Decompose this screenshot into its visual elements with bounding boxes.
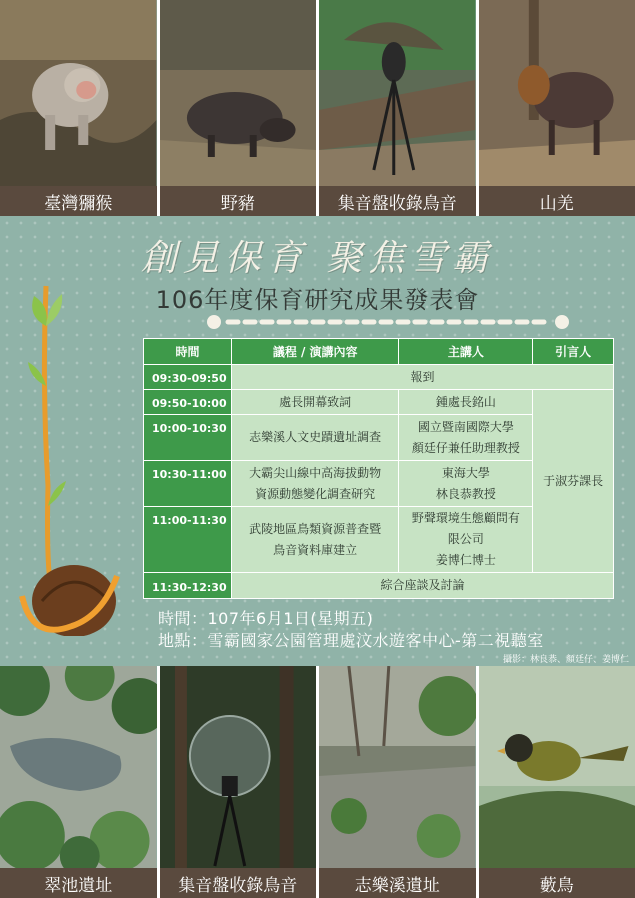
- photo-caption: 集音盤收錄鳥音: [160, 868, 320, 898]
- speaker-line: 林良恭教授: [435, 486, 496, 501]
- dotted-divider: [206, 312, 570, 332]
- wild-boar-photo: [160, 0, 320, 186]
- photo-caption: 山羌: [479, 186, 635, 216]
- content-cell: [231, 507, 399, 573]
- speaker-cell: 鍾處長銘山: [399, 390, 533, 415]
- speaker-cell: [399, 507, 533, 573]
- col-header-content: 議程 / 演講內容: [231, 339, 399, 365]
- time-cell: 10:00-10:30: [144, 415, 232, 461]
- table-row: [144, 573, 614, 599]
- sound-dish-forest-photo: [160, 666, 320, 868]
- sprout-seed-illustration: [12, 266, 147, 636]
- page-title: 106年度保育研究成果發表會: [155, 286, 480, 314]
- speaker-line: 限公司: [447, 532, 484, 546]
- time-cell: 09:50-10:00: [144, 390, 232, 415]
- top-photo-strip: [0, 0, 635, 186]
- event-info-panel: [0, 216, 635, 666]
- table-row: [144, 365, 614, 390]
- content-cell: 志樂溪人文史蹟遺址調查: [231, 415, 399, 461]
- photo-caption: 臺灣獼猴: [0, 186, 160, 216]
- event-place: 地點：雪霸國家公園管理處汶水遊客中心-第二視聽室: [158, 631, 544, 650]
- content-line: 大霸尖山線中高海拔動物: [249, 465, 382, 480]
- sound-dish-photo: [319, 0, 479, 186]
- photo-credit: 攝影：林良恭、顏廷仔、姜博仁: [502, 655, 629, 665]
- bottom-caption-bar: [0, 868, 635, 898]
- speaker-line: 野聲環境生態顧問有: [411, 511, 520, 525]
- content-cell: 報到: [231, 365, 613, 390]
- col-header-speaker: 主講人: [399, 339, 533, 365]
- content-line: 鳥音資料庫建立: [273, 542, 358, 557]
- agenda-table: [143, 338, 614, 599]
- top-caption-bar: [0, 186, 635, 216]
- speaker-cell: [399, 415, 533, 461]
- col-header-time: 時間: [144, 339, 232, 365]
- content-cell: 綜合座談及討論: [231, 573, 613, 599]
- time-cell: 09:30-09:50: [144, 365, 232, 390]
- bird-photo: [479, 666, 635, 868]
- moderator-cell: 于淑芬課長: [533, 390, 614, 573]
- time-cell: 11:30-12:30: [144, 573, 232, 599]
- bottom-photo-strip: [0, 666, 635, 868]
- photo-caption: 翠池遺址: [0, 868, 160, 898]
- time-cell: 10:30-11:00: [144, 461, 232, 507]
- macaque-photo: [0, 0, 160, 186]
- content-cell: [231, 461, 399, 507]
- col-header-moderator: 引言人: [533, 339, 614, 365]
- speaker-line: 顏廷仔兼任助理教授: [411, 440, 520, 455]
- muntjac-photo: [479, 0, 635, 186]
- speaker-line: 姜博仁博士: [435, 553, 496, 567]
- content-cell: 處長開幕致詞: [231, 390, 399, 415]
- event-time: 時間：107年6月1日(星期五): [158, 609, 374, 628]
- speaker-line: 東海大學: [441, 465, 490, 480]
- photo-caption: 藪鳥: [479, 868, 635, 898]
- table-row: [144, 390, 614, 415]
- photo-caption: 志樂溪遺址: [319, 868, 479, 898]
- speaker-cell: [399, 461, 533, 507]
- speaker-line: 國立暨南國際大學: [417, 419, 514, 434]
- time-cell: 11:00-11:30: [144, 507, 232, 573]
- content-line: 資源動態變化調查研究: [255, 486, 376, 501]
- content-line: 武陵地區鳥類資源普查暨: [249, 521, 382, 536]
- photo-caption: 集音盤收錄鳥音: [319, 186, 479, 216]
- slogan: 創見保育 聚焦雪霸: [140, 238, 495, 279]
- photo-caption: 野豬: [160, 186, 320, 216]
- ruins-site-photo: [319, 666, 479, 868]
- lake-aerial-photo: [0, 666, 160, 868]
